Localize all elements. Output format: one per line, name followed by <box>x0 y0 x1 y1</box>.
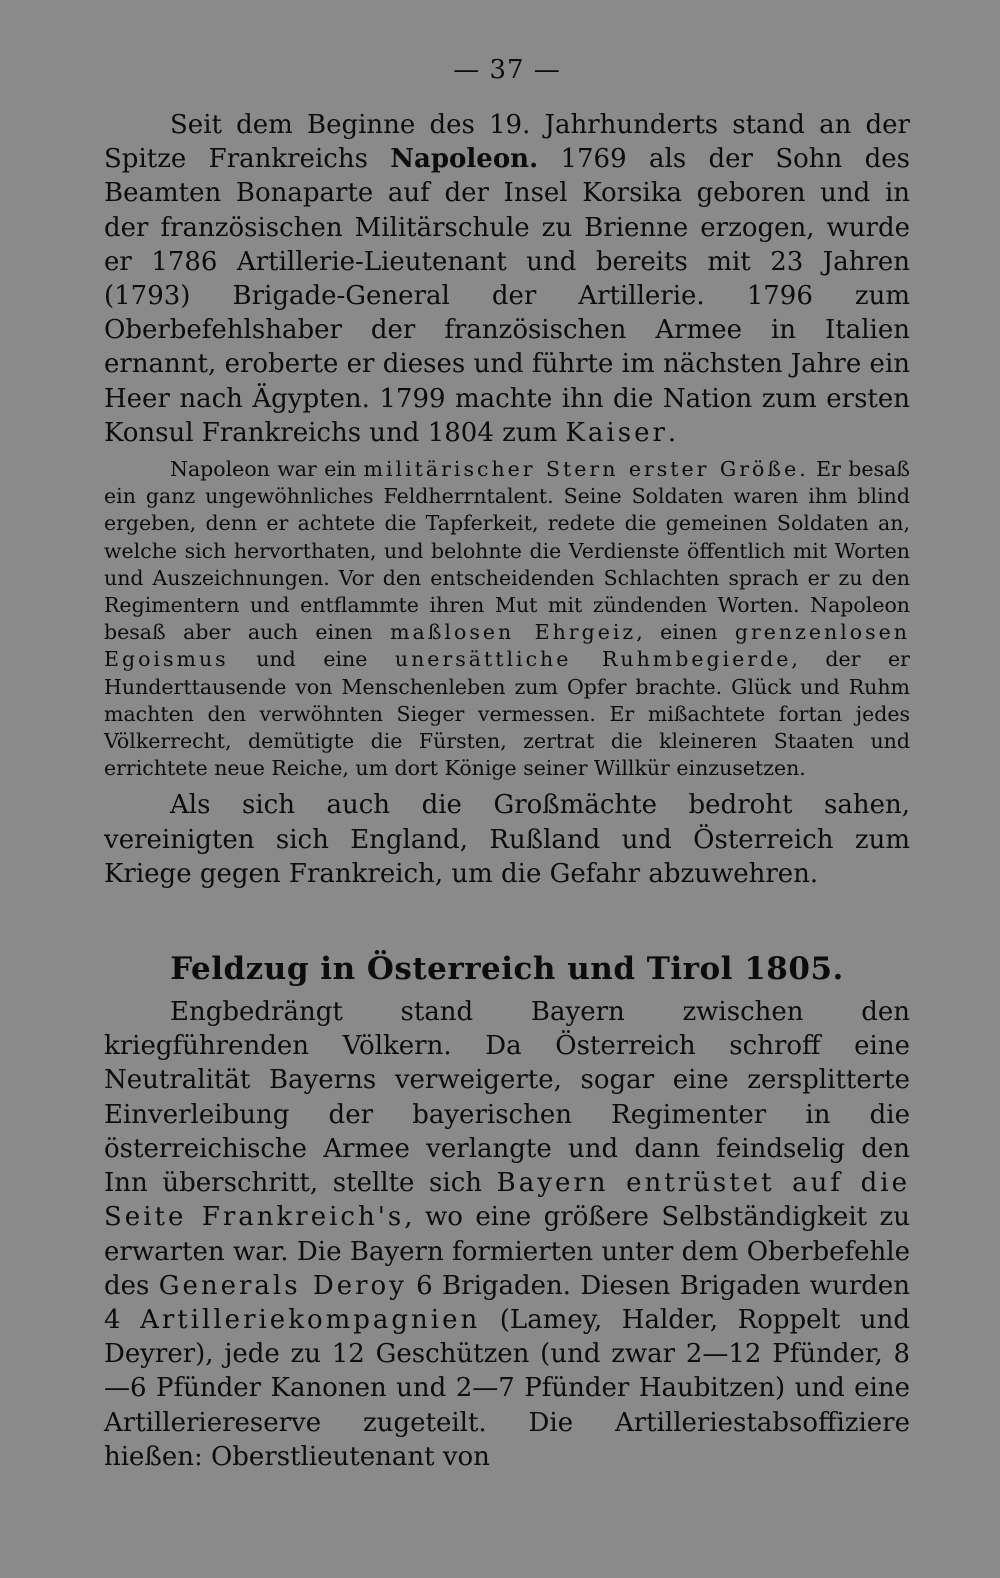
spaced-phrase: maßlosen Ehrgeiz <box>390 620 637 645</box>
text-segment: 1769 als der Sohn des Beamten Bonaparte auf der Insel Korsika geboren und in der französischen Militärschule zu Brienne erzogen, wurde er 1786 Artillerie-Lieutenant und bereits mit 23 Jahren (1793) Brigade-General der Artillerie. 1796 zum Oberbefehlshaber der französischen Armee in Italien ernannt, eroberte er dieses und führte im nächsten Jahre ein Heer nach Ägypten. 1799 machte ihn die Nation zum ersten Konsul Frankreichs und 1804 zum <box>104 144 910 448</box>
paragraph-napoleon-intro <box>104 108 910 450</box>
text-segment: (Lamey, Halder, Roppelt und Deyrer), jede zu 12 Geschützen (und zwar 2—12 Pfünder, 8—6 Pfünder Kanonen und 2—7 Pfünder Haubitzen) und eine Artilleriereserve zugeteilt. Die Artilleriestabsoffiziere hießen: Oberstlieutenant von <box>104 1304 910 1472</box>
paragraph-napoleon-character <box>104 456 910 782</box>
text-segment: , wo eine größere Selbständigkeit zu erwarten war. Die Bayern formierten unter dem Oberbefehle des <box>104 1202 910 1301</box>
napoleon-name: Napoleon. <box>390 144 539 175</box>
spaced-phrase: Generals Deroy <box>158 1270 407 1301</box>
page-number: — 37 — <box>453 55 561 85</box>
section-heading: Feldzug in Österreich und Tirol 1805. <box>170 951 844 988</box>
paragraph-bavaria <box>104 995 910 1474</box>
spaced-phrase: Bayern entrüstet auf die Seite Frankreich's <box>104 1168 910 1233</box>
spaced-phrase: unersättliche Ruhmbegierde <box>394 647 792 672</box>
text-segment: Seit dem Beginne des 19. Jahrhunderts stand an der Spitze Frankreichs <box>104 110 910 175</box>
text-segment: Napoleon war ein <box>170 457 364 482</box>
text-segment: Engbedrängt stand Bayern zwischen den kriegführenden Völkern. Da Österreich schroff eine Neutralität Bayerns verweigerte, sogar eine zersplitterte Einverleibung der bayerischen Regimenter in die österreichische Armee verlangte und dann feindselig den Inn überschritt, stellte sich <box>104 997 910 1199</box>
paragraph-coalition: Als sich auch die Großmächte bedroht sahen, vereinigten sich England, Rußland und Österreich zum Kriege gegen Frankreich, um die Gefahr abzuwehren. <box>104 790 910 889</box>
text-segment: und eine <box>228 647 395 672</box>
spaced-phrase: militärischer Stern erster Größe. <box>363 457 809 482</box>
text-segment: 6 Brigaden. Diesen Brigaden wurden 4 <box>104 1270 910 1335</box>
spaced-phrase: Artilleriekompagnien <box>140 1304 481 1335</box>
book-page <box>104 40 910 1540</box>
spaced-phrase: grenzenlosen Egoismus <box>104 620 911 672</box>
text-segment: . <box>667 417 677 448</box>
text-segment: Er besaß ein ganz ungewöhnliches Feldherrntalent. Seine Soldaten waren ihm blind ergeben, denn er achtete die Tapferkeit, redete die gemeinen Soldaten an, welche sich hervorthaten, und belohnte die Verdienste öffentlich mit Worten und Auszeichnungen. Vor den entscheidenden Schlachten sprach er zu den Regimentern und entflammte ihren Mut mit zündenden Worten. Napoleon besaß aber auch einen <box>104 457 910 645</box>
text-segment: , einen <box>636 620 735 645</box>
kaiser-word: Kaiser <box>565 417 668 448</box>
text-segment: , der er Hunderttausende von Menschenleben zum Opfer brachte. Glück und Ruhm machten den verwöhnten Sieger vermessen. Er mißachtete fortan jedes Völkerrecht, demütigte die Fürsten, zertrat die kleineren Staaten und errichtete neue Reiche, um dort Könige seiner Willkür einzusetzen. <box>104 647 910 781</box>
